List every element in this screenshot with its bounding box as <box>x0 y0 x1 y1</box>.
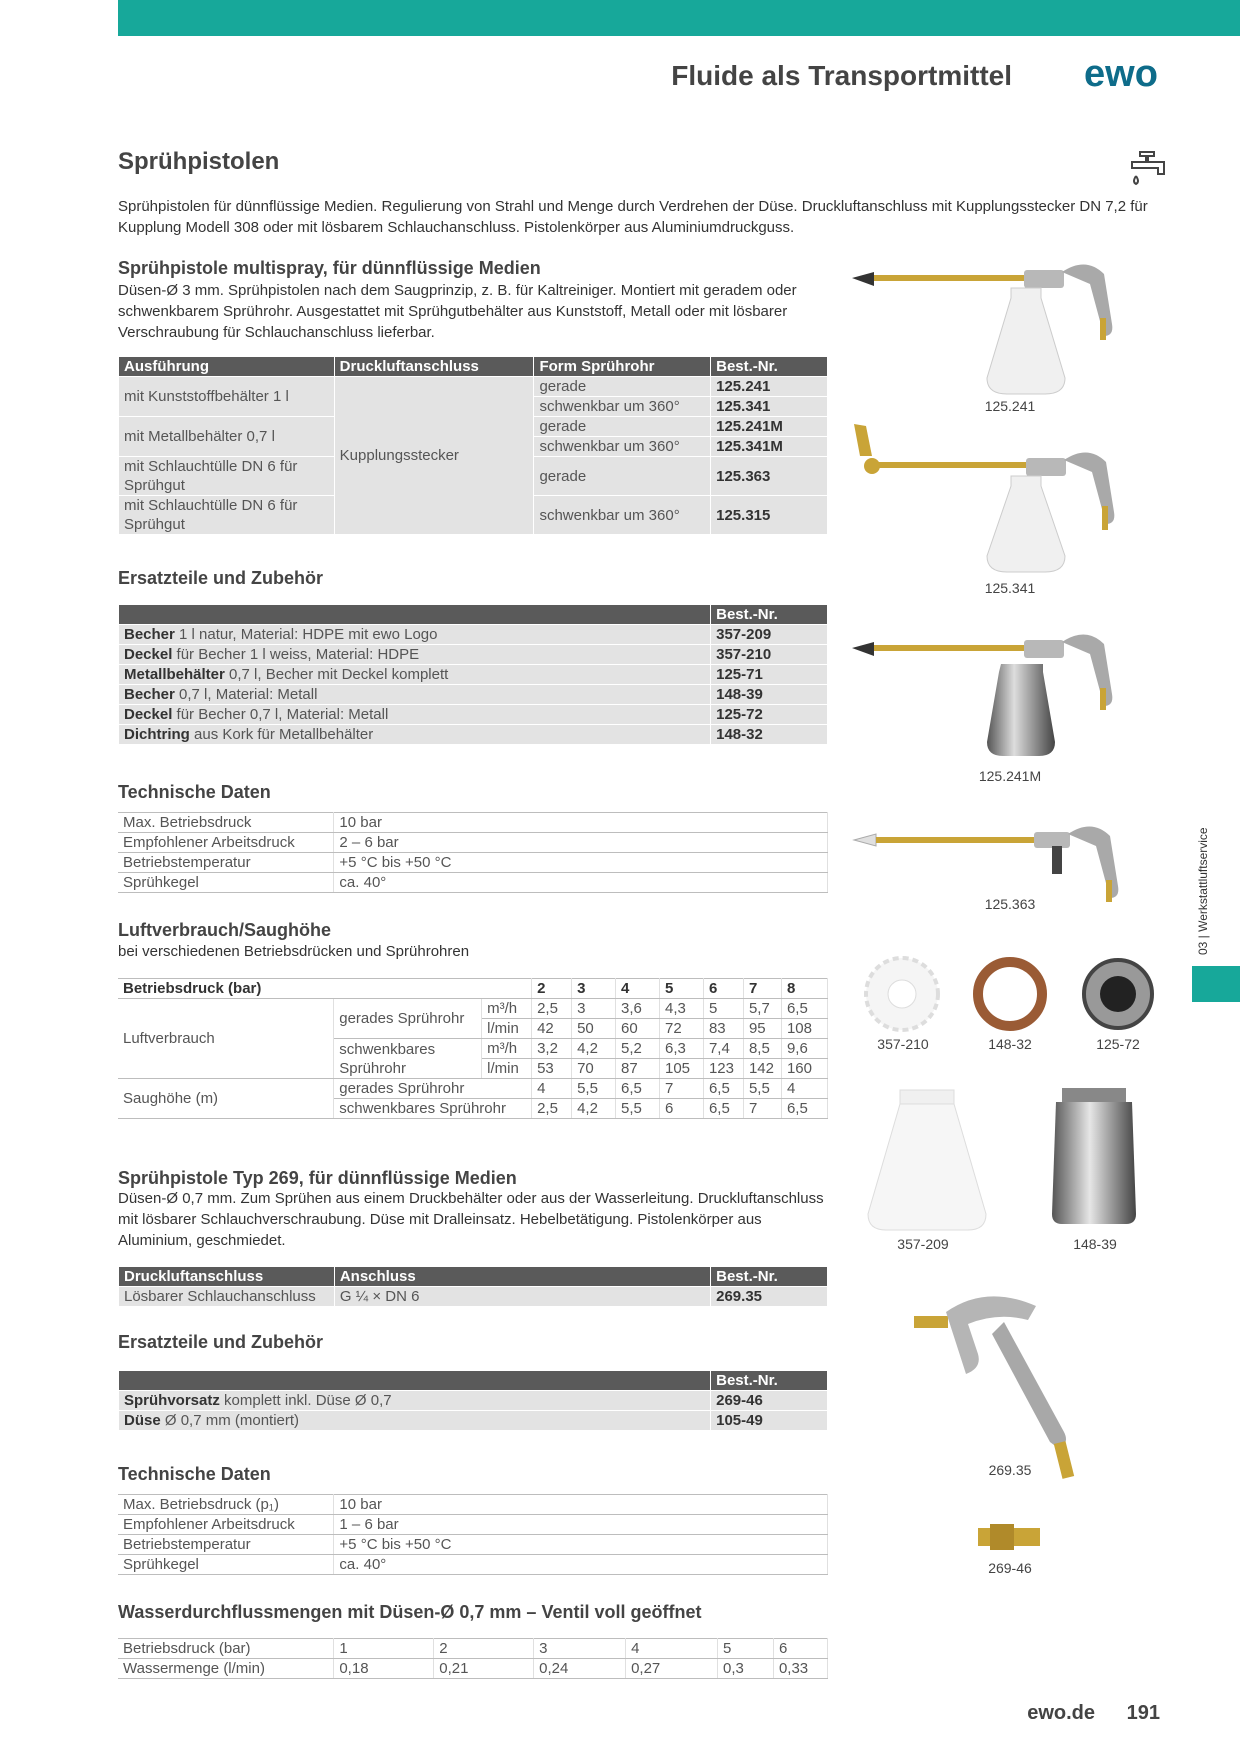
order-number: 125-72 <box>711 705 828 725</box>
value-cell: 142 <box>743 1059 781 1079</box>
value-cell: 3 <box>534 1639 626 1659</box>
connection-cell: Kupplungsstecker <box>334 377 534 535</box>
multispray-desc: Düsen-Ø 3 mm. Sprühpistolen nach dem Saugprinzip, z. B. für Kaltreiniger. Montiert mit geradem oder schwenkbarem Sprührohr. Ausgestattet mit Sprühgutbehälter aus Kunststoff, Metall oder mit lösbarer Verschraubung für Schlauchanschluss lieferbar. <box>118 282 797 341</box>
value-cell: 0,33 <box>773 1659 827 1679</box>
value-cell: 4 <box>781 1079 827 1099</box>
metal-lid-image <box>1078 954 1158 1034</box>
tech-key: Empfohlener Arbeitsdruck <box>118 1515 334 1535</box>
variant-cell: mit Kunststoffbehälter 1 l <box>119 377 335 417</box>
value-cell: 3 <box>572 999 616 1019</box>
svg-text:ewo: ewo <box>1084 56 1158 92</box>
value-cell: 6 <box>773 1639 827 1659</box>
chapter-label: 03 | Werkstattluftservice <box>1196 827 1210 955</box>
spare-desc: Sprühvorsatz komplett inkl. Düse Ø 0,7 <box>119 1391 711 1411</box>
pressure-value: 7 <box>743 979 781 999</box>
value-cell: 53 <box>532 1059 572 1079</box>
pressure-value: 5 <box>660 979 704 999</box>
suction-label: Saughöhe (m) <box>118 1079 334 1119</box>
tech-value: 10 bar <box>334 1495 828 1515</box>
typ269-desc: Düsen-Ø 0,7 mm. Zum Sprühen aus einem Druckbehälter oder aus der Wasserleitung. Druckluftanschluss mit lösbarer Schlauchverschraubung. Düse mit Dralleinsatz. Hebelbetätigung. Pistolenkörper aus Aluminium, geschmiedet. <box>118 1190 824 1249</box>
tech-value: 1 – 6 bar <box>334 1515 828 1535</box>
order-number: 269-46 <box>711 1391 828 1411</box>
image-caption: 125.363 <box>984 896 1036 912</box>
unit: l/min <box>482 1019 532 1039</box>
order-number: 148-39 <box>711 685 828 705</box>
tech-table <box>118 812 828 893</box>
value-cell: 0,21 <box>434 1659 534 1679</box>
value-cell: 6,5 <box>781 1099 827 1119</box>
pressure-value: 4 <box>616 979 660 999</box>
value-cell: 5 <box>718 1639 774 1659</box>
spare-desc: Becher 1 l natur, Material: HDPE mit ewo Logo <box>119 625 711 645</box>
connection-cell: Lösbarer Schlauchanschluss <box>119 1287 335 1307</box>
order-number: 125-71 <box>711 665 828 685</box>
value-cell: 6,5 <box>703 1079 743 1099</box>
value-cell: 7,4 <box>703 1039 743 1059</box>
value-cell: 123 <box>703 1059 743 1079</box>
tech-key: Sprühkegel <box>118 873 334 893</box>
faucet-icon <box>1128 140 1172 188</box>
tech-value: 2 – 6 bar <box>334 833 828 853</box>
tech-value: ca. 40° <box>334 873 828 893</box>
variant-cell: mit Metallbehälter 0,7 l <box>119 417 335 457</box>
value-cell: 5,5 <box>743 1079 781 1099</box>
value-cell: 87 <box>616 1059 660 1079</box>
tech-title: Technische Daten <box>118 782 271 802</box>
image-caption: 125.341 <box>984 580 1036 596</box>
order-number: 105-49 <box>711 1411 828 1431</box>
value-cell: 108 <box>781 1019 827 1039</box>
value-cell: 5,5 <box>572 1079 616 1099</box>
water-title: Wasserdurchflussmengen mit Düsen-Ø 0,7 mm – Ventil voll geöffnet <box>118 1602 702 1622</box>
col-header-empty <box>119 1371 711 1391</box>
tech-value: +5 °C bis +50 °C <box>334 1535 828 1555</box>
col-header: Anschluss <box>334 1267 710 1287</box>
order-number: 269.35 <box>711 1287 828 1307</box>
value-cell: 9,6 <box>781 1039 827 1059</box>
spare-desc: Becher 0,7 l, Material: Metall <box>119 685 711 705</box>
order-number: 125.363 <box>711 457 828 496</box>
spares-table <box>118 604 828 745</box>
pressure-value: 8 <box>781 979 827 999</box>
value-cell: 70 <box>572 1059 616 1079</box>
tech-key: Betriebstemperatur <box>118 1535 334 1555</box>
value-cell: 0,27 <box>626 1659 718 1679</box>
value-cell: 5,7 <box>743 999 781 1019</box>
typ269-tech-table <box>118 1494 828 1575</box>
tech-key: Max. Betriebsdruck <box>118 813 334 833</box>
image-caption: 357-210 <box>877 1036 929 1052</box>
unit: m³/h <box>482 1039 532 1059</box>
value-cell: 2,5 <box>532 999 572 1019</box>
unit: l/min <box>482 1059 532 1079</box>
image-caption: 148-32 <box>988 1036 1032 1052</box>
value-cell: 5,2 <box>616 1039 660 1059</box>
value-cell: 3,2 <box>532 1039 572 1059</box>
order-number: 357-210 <box>711 645 828 665</box>
form-cell: schwenkbar um 360° <box>534 397 711 417</box>
plastic-container-image <box>862 1086 992 1236</box>
value-cell: 4 <box>532 1079 572 1099</box>
pressure-value: 3 <box>572 979 616 999</box>
variant-cell: mit Schlauchtülle DN 6 für Sprühgut <box>119 457 335 496</box>
value-cell: 160 <box>781 1059 827 1079</box>
row-label: Wassermenge (l/min) <box>118 1659 334 1679</box>
value-cell: 4,2 <box>572 1099 616 1119</box>
unit: m³/h <box>482 999 532 1019</box>
water-flow-table <box>118 1638 828 1679</box>
value-cell: 8,5 <box>743 1039 781 1059</box>
value-cell: 6,5 <box>703 1099 743 1119</box>
value-cell: 42 <box>532 1019 572 1039</box>
order-number: 125.241M <box>711 417 828 437</box>
row-label: Betriebsdruck (bar) <box>118 1639 334 1659</box>
pressure-label: Betriebsdruck (bar) <box>118 979 532 999</box>
value-cell: 6 <box>660 1099 704 1119</box>
spray-nozzle-image <box>974 1520 1044 1554</box>
value-cell: 0,18 <box>334 1659 434 1679</box>
value-cell: 6,3 <box>660 1039 704 1059</box>
order-number: 357-209 <box>711 625 828 645</box>
spare-desc: Deckel für Becher 0,7 l, Material: Metall <box>119 705 711 725</box>
tech-title: Technische Daten <box>118 1464 271 1484</box>
tube-type: gerades Sprührohr <box>334 1079 532 1099</box>
col-header: Druckluftanschluss <box>119 1267 335 1287</box>
spares-title: Ersatzteile und Zubehör <box>118 568 324 588</box>
value-cell: 6,5 <box>781 999 827 1019</box>
consumption-label: Luftverbrauch <box>118 999 334 1079</box>
spray-gun-plastic-container-image <box>846 258 1176 398</box>
top-accent-bar <box>118 0 1240 36</box>
value-cell: 3,6 <box>616 999 660 1019</box>
image-caption: 125.241M <box>978 768 1042 784</box>
col-header: Best.-Nr. <box>711 357 828 377</box>
col-header: Druckluftanschluss <box>334 357 534 377</box>
typ269-title: Sprühpistole Typ 269, für dünnflüssige Medien <box>118 1168 517 1188</box>
col-header: Ausführung <box>119 357 335 377</box>
spray-gun-swivel-plastic-image <box>846 420 1176 580</box>
cork-ring-image <box>970 954 1050 1034</box>
value-cell: 6,5 <box>616 1079 660 1099</box>
order-number: 148-32 <box>711 725 828 745</box>
typ269-spares-table <box>118 1370 828 1431</box>
tube-type: schwenkbares Sprührohr <box>334 1039 482 1079</box>
pressure-value: 2 <box>532 979 572 999</box>
col-header: Best.-Nr. <box>711 605 828 625</box>
value-cell: 7 <box>743 1099 781 1119</box>
value-cell: 105 <box>660 1059 704 1079</box>
value-cell: 72 <box>660 1019 704 1039</box>
form-cell: gerade <box>534 377 711 397</box>
spare-desc: Metallbehälter 0,7 l, Becher mit Deckel komplett <box>119 665 711 685</box>
spares-title: Ersatzteile und Zubehör <box>118 1332 324 1352</box>
value-cell: 50 <box>572 1019 616 1039</box>
tech-value: +5 °C bis +50 °C <box>334 853 828 873</box>
value-cell: 1 <box>334 1639 434 1659</box>
order-number: 125.315 <box>711 496 828 535</box>
order-number: 125.341 <box>711 397 828 417</box>
multispray-title: Sprühpistole multispray, für dünnflüssige Medien <box>118 258 541 278</box>
spare-desc: Deckel für Becher 1 l weiss, Material: HDPE <box>119 645 711 665</box>
tech-key: Sprühkegel <box>118 1555 334 1575</box>
spray-gun-269-image <box>908 1282 1128 1482</box>
footer-website: ewo.de <box>1027 1702 1095 1724</box>
variant-cell: mit Schlauchtülle DN 6 für Sprühgut <box>119 496 335 535</box>
image-caption: 148-39 <box>1073 1236 1117 1252</box>
tech-value: ca. 40° <box>334 1555 828 1575</box>
value-cell: 4,3 <box>660 999 704 1019</box>
spare-desc: Düse Ø 0,7 mm (montiert) <box>119 1411 711 1431</box>
spray-gun-metal-container-image <box>846 630 1176 760</box>
col-header: Form Sprührohr <box>534 357 711 377</box>
thread-cell: G ¼ × DN 6 <box>334 1287 710 1307</box>
value-cell: 5 <box>703 999 743 1019</box>
value-cell: 2,5 <box>532 1099 572 1119</box>
value-cell: 7 <box>660 1079 704 1099</box>
air-title: Luftverbrauch/Saughöhe <box>118 920 332 940</box>
tube-type: gerades Sprührohr <box>334 999 482 1039</box>
tech-key: Max. Betriebsdruck (p₁) <box>118 1495 334 1515</box>
typ269-table <box>118 1266 828 1307</box>
lid-white-image <box>862 954 942 1034</box>
col-header-empty <box>119 605 711 625</box>
value-cell: 95 <box>743 1019 781 1039</box>
tech-value: 10 bar <box>334 813 828 833</box>
order-number: 125.341M <box>711 437 828 457</box>
section-intro: Sprühpistolen für dünnflüssige Medien. Regulierung von Strahl und Menge durch Verdrehen der Düse. Druckluftanschluss mit Kupplungsstecker DN 7,2 für Kupplung Modell 308 oder mit lösbarem Schlauchanschluss. Pistolenkörper aus Aluminiumdruckguss. <box>118 198 1148 236</box>
value-cell: 83 <box>703 1019 743 1039</box>
page-header-title: Fluide als Transportmittel <box>671 60 1012 91</box>
pressure-value: 6 <box>703 979 743 999</box>
tech-key: Empfohlener Arbeitsdruck <box>118 833 334 853</box>
image-caption: 357-209 <box>897 1236 949 1252</box>
col-header: Best.-Nr. <box>711 1371 828 1391</box>
image-caption: 269.35 <box>988 1462 1032 1478</box>
value-cell: 0,3 <box>718 1659 774 1679</box>
ewo-logo <box>1072 56 1170 92</box>
air-subtitle: bei verschiedenen Betriebsdrücken und Sprührohren <box>118 943 470 960</box>
multispray-table <box>118 356 828 535</box>
col-header: Best.-Nr. <box>711 1267 828 1287</box>
value-cell: 0,24 <box>534 1659 626 1679</box>
spare-desc: Dichtring aus Kork für Metallbehälter <box>119 725 711 745</box>
form-cell: gerade <box>534 457 711 496</box>
image-caption: 125.241 <box>984 398 1036 414</box>
value-cell: 2 <box>434 1639 534 1659</box>
image-caption: 125-72 <box>1096 1036 1140 1052</box>
value-cell: 5,5 <box>616 1099 660 1119</box>
tube-type: schwenkbares Sprührohr <box>334 1099 532 1119</box>
chapter-tab <box>1192 966 1240 1002</box>
value-cell: 4,2 <box>572 1039 616 1059</box>
image-caption: 269-46 <box>988 1560 1032 1576</box>
value-cell: 60 <box>616 1019 660 1039</box>
air-consumption-table <box>118 978 828 1119</box>
order-number: 125.241 <box>711 377 828 397</box>
metal-container-image <box>1044 1086 1144 1236</box>
tech-key: Betriebstemperatur <box>118 853 334 873</box>
page-number: 191 <box>1126 1702 1160 1724</box>
spray-gun-hose-image <box>846 800 1176 910</box>
section-title: Sprühpistolen <box>118 148 280 175</box>
form-cell: schwenkbar um 360° <box>534 437 711 457</box>
form-cell: schwenkbar um 360° <box>534 496 711 535</box>
form-cell: gerade <box>534 417 711 437</box>
value-cell: 4 <box>626 1639 718 1659</box>
